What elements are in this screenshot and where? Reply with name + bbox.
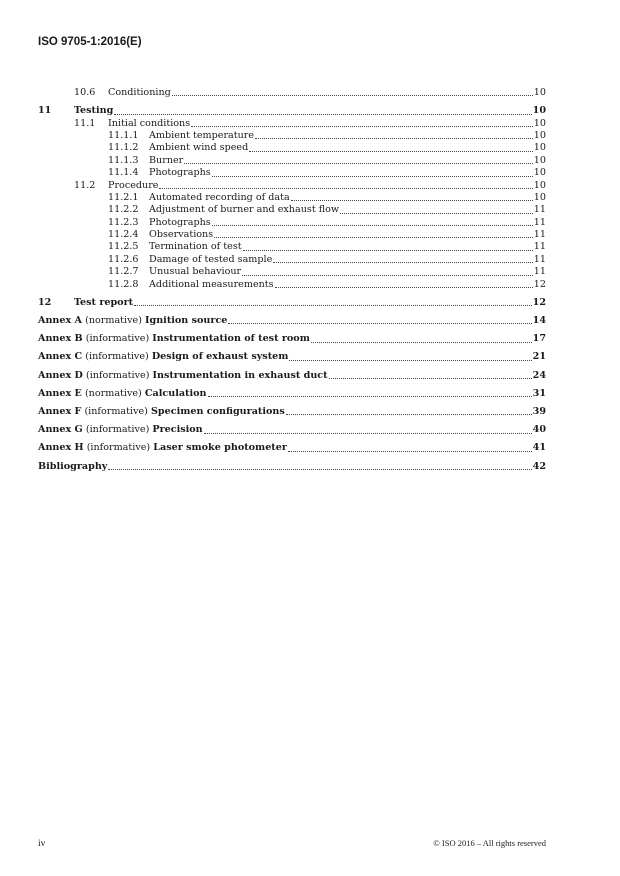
toc-entry[interactable] (38, 254, 546, 266)
toc-entry-number: 11.1.4 (108, 167, 139, 179)
toc-entry-title: Instrumentation in exhaust duct (152, 369, 328, 381)
toc-entry[interactable] (38, 291, 546, 309)
toc-entry-page: 12 (533, 278, 546, 290)
annex-label: Annex D (38, 369, 83, 381)
toc-entry-number: 11.2.3 (108, 216, 139, 228)
toc-entry-page: 11 (533, 229, 546, 241)
toc-entry-page: 10 (533, 117, 546, 129)
toc-entry-page: 10 (533, 142, 546, 154)
toc-entry[interactable] (38, 241, 546, 253)
dot-leader (242, 275, 533, 276)
toc-entry-page: 14 (532, 315, 546, 327)
toc-entry-title: Laser smoke photometer (153, 442, 287, 454)
dot-leader (204, 433, 532, 434)
toc-entry[interactable] (38, 327, 546, 345)
annex-kind: (informative) (85, 333, 150, 345)
dot-leader (212, 225, 533, 226)
toc-entry-page: 10 (533, 191, 546, 203)
dot-leader (340, 213, 533, 214)
toc-entry-title: Procedure (108, 179, 159, 191)
table-of-contents (38, 87, 546, 473)
toc-entry[interactable] (38, 364, 546, 382)
toc-entry-number: 11.2 (74, 179, 96, 191)
annex-label: Annex B (38, 333, 83, 345)
annex-kind: (informative) (85, 424, 150, 436)
toc-entry-number: 11.1.3 (108, 154, 139, 166)
dot-leader (255, 138, 533, 139)
toc-entry-number: 11 (38, 105, 52, 117)
annex-kind: (informative) (84, 405, 148, 417)
annex-label: Annex H (38, 442, 84, 454)
toc-entry-title: Initial conditions (108, 117, 191, 129)
toc-entry-number: 11.2.2 (108, 204, 139, 216)
toc-entry-title: Burner (149, 154, 184, 166)
dot-leader (172, 95, 533, 96)
toc-entry-page: 24 (532, 369, 546, 381)
dot-leader (289, 360, 531, 361)
toc-entry-page: 10 (533, 154, 546, 166)
toc-entry-number: 11.2.5 (108, 241, 139, 253)
toc-entry-page: 41 (532, 442, 546, 454)
toc-entry-page: 11 (533, 216, 546, 228)
toc-entry-page: 10 (533, 129, 546, 141)
toc-entry-title: Testing (74, 105, 114, 117)
toc-entry-title: Test report (74, 296, 134, 308)
toc-entry-number: 11.2.8 (108, 278, 139, 290)
dot-leader (228, 323, 531, 324)
toc-entry-page: 31 (532, 387, 546, 399)
toc-entry[interactable] (38, 192, 546, 204)
dot-leader (159, 188, 532, 189)
toc-entry-title: Unusual behaviour (149, 266, 242, 278)
toc-entry-title: Design of exhaust system (151, 351, 289, 363)
toc-entry[interactable] (38, 87, 546, 99)
toc-entry-number: 12 (38, 296, 52, 308)
toc-entry-title: Conditioning (108, 86, 171, 98)
toc-entry-title: Automated recording of data (149, 191, 290, 203)
toc-entry-title: Bibliography (38, 460, 108, 472)
copyright-notice: © ISO 2016 – All rights reserved (433, 838, 546, 848)
toc-entry-page: 10 (533, 86, 546, 98)
toc-entry[interactable] (38, 99, 546, 117)
toc-entry-title: Ambient temperature (149, 129, 255, 141)
dot-leader (214, 237, 533, 238)
toc-entry-page: 12 (532, 296, 546, 308)
toc-entry-number: 11.2.1 (108, 191, 139, 203)
annex-label: Annex C (38, 351, 83, 363)
dot-leader (291, 200, 533, 201)
dot-leader (184, 163, 533, 164)
dot-leader (108, 469, 531, 470)
dot-leader (114, 114, 531, 115)
toc-entry-title: Observations (149, 229, 214, 241)
annex-label: Annex G (38, 424, 83, 436)
annex-label: Annex E (38, 387, 82, 399)
dot-leader (329, 378, 532, 379)
annex-label: Annex A (38, 315, 83, 327)
dot-leader (191, 126, 533, 127)
toc-entry[interactable] (38, 309, 546, 327)
annex-kind: (informative) (85, 351, 149, 363)
toc-entry-page: 10 (532, 105, 546, 117)
document-id: ISO 9705-1:2016(E) (38, 36, 142, 48)
toc-entry[interactable] (38, 266, 546, 278)
toc-entry-title: Adjustment of burner and exhaust flow (149, 204, 340, 216)
toc-entry-page: 42 (532, 460, 546, 472)
toc-entry-title: Precision (152, 424, 203, 436)
toc-entry-number: 11.2.4 (108, 229, 139, 241)
toc-entry[interactable] (38, 142, 546, 154)
toc-entry[interactable] (38, 229, 546, 241)
toc-entry-title: Photographs (149, 167, 211, 179)
dot-leader (208, 396, 532, 397)
page-number: iv (38, 838, 46, 849)
toc-entry[interactable] (38, 204, 546, 216)
toc-entry-title: Calculation (144, 387, 207, 399)
toc-entry-number: 11.1 (74, 117, 96, 129)
dot-leader (134, 305, 532, 306)
toc-entry-number: 10.6 (74, 86, 96, 98)
toc-entry-title: Additional measurements (149, 278, 274, 290)
toc-entry-page: 39 (532, 405, 546, 417)
toc-entry-title: Damage of tested sample (149, 253, 273, 265)
dot-leader (286, 414, 532, 415)
toc-entry-number: 11.2.6 (108, 253, 139, 265)
toc-entry-page: 11 (533, 266, 546, 278)
toc-entry-title: Ignition source (145, 315, 228, 327)
annex-kind: (normative) (85, 315, 142, 327)
toc-entry-page: 21 (532, 351, 546, 363)
annex-kind: (informative) (86, 442, 151, 454)
dot-leader (288, 451, 532, 452)
toc-entry[interactable] (38, 455, 546, 473)
annex-kind: (informative) (85, 369, 150, 381)
toc-entry[interactable] (38, 279, 546, 291)
toc-entry-page: 11 (533, 241, 546, 253)
toc-entry-page: 11 (533, 204, 546, 216)
toc-entry[interactable] (38, 382, 546, 400)
dot-leader (275, 287, 533, 288)
dot-leader (273, 262, 533, 263)
toc-entry-title: Instrumentation of test room (152, 333, 310, 345)
toc-entry-title: Termination of test (149, 241, 242, 253)
toc-entry[interactable] (38, 418, 546, 436)
toc-entry[interactable] (38, 118, 546, 130)
toc-entry-page: 10 (533, 179, 546, 191)
toc-entry-number: 11.1.1 (108, 129, 139, 141)
toc-entry-page: 40 (532, 424, 546, 436)
toc-entry[interactable] (38, 167, 546, 179)
toc-entry-page: 11 (533, 253, 546, 265)
dot-leader (249, 151, 533, 152)
toc-entry-page: 10 (533, 167, 546, 179)
toc-entry-number: 11.1.2 (108, 142, 139, 154)
toc-entry-title: Ambient wind speed (149, 142, 249, 154)
toc-entry-number: 11.2.7 (108, 266, 139, 278)
toc-entry-page: 17 (532, 333, 546, 345)
toc-entry[interactable] (38, 130, 546, 142)
annex-label: Annex F (38, 405, 82, 417)
annex-kind: (normative) (84, 387, 142, 399)
toc-entry[interactable] (38, 437, 546, 455)
dot-leader (311, 342, 532, 343)
toc-entry-title: Photographs (149, 216, 211, 228)
dot-leader (212, 176, 533, 177)
toc-entry[interactable] (38, 180, 546, 192)
toc-entry[interactable] (38, 346, 546, 364)
toc-entry-title: Specimen configurations (150, 405, 285, 417)
toc-entry[interactable] (38, 400, 546, 418)
dot-leader (243, 250, 533, 251)
toc-entry[interactable] (38, 217, 546, 229)
toc-entry[interactable] (38, 155, 546, 167)
